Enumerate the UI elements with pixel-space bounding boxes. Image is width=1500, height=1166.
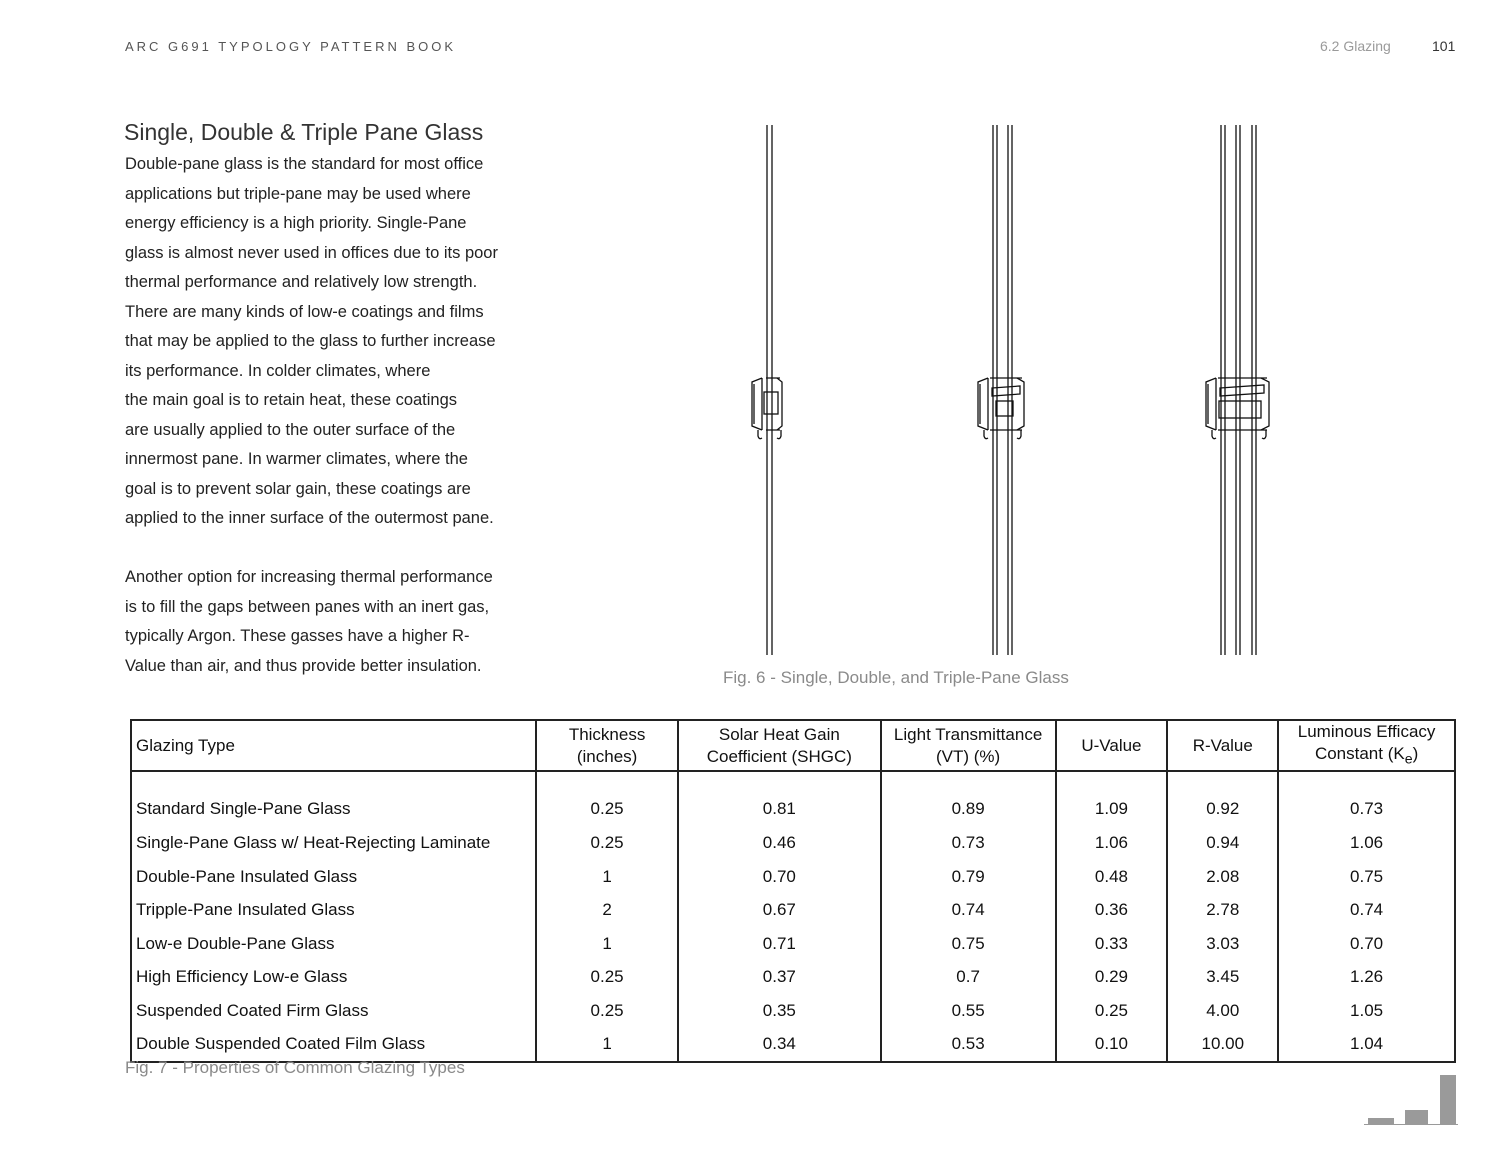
glass-pane-diagram <box>740 120 1300 660</box>
table-cell: 0.92 <box>1167 771 1278 826</box>
table-cell: 0.29 <box>1056 960 1168 994</box>
glazing-type-cell: Low-e Double-Pane Glass <box>131 927 536 961</box>
header-shgc: Solar Heat Gain Coefficient (SHGC) <box>678 720 881 771</box>
table-cell: 0.55 <box>881 994 1056 1028</box>
table-cell: 0.7 <box>881 960 1056 994</box>
table-header-row <box>131 720 1455 771</box>
table-cell: 4.00 <box>1167 994 1278 1028</box>
table-cell: 0.71 <box>678 927 881 961</box>
table-row <box>131 927 1455 961</box>
table-cell: 0.25 <box>536 960 678 994</box>
page-number: 101 <box>1432 38 1456 54</box>
triple-pane-diagram <box>1206 125 1269 655</box>
table-cell: 1.05 <box>1278 994 1455 1028</box>
table-cell: 0.35 <box>678 994 881 1028</box>
table-cell: 0.94 <box>1167 826 1278 860</box>
header-r-value: R-Value <box>1167 720 1278 771</box>
table-cell: 0.70 <box>678 860 881 894</box>
table-cell: 2.78 <box>1167 893 1278 927</box>
section-label: 6.2 Glazing <box>1320 38 1391 54</box>
table-row <box>131 893 1455 927</box>
glazing-type-cell: High Efficiency Low-e Glass <box>131 960 536 994</box>
table-cell: 1 <box>536 1027 678 1062</box>
glazing-type-cell: Tripple-Pane Insulated Glass <box>131 893 536 927</box>
table-cell: 1.09 <box>1056 771 1168 826</box>
header-glazing-type: Glazing Type <box>131 720 536 771</box>
table-cell: 0.46 <box>678 826 881 860</box>
table-cell: 0.48 <box>1056 860 1168 894</box>
table-cell: 0.67 <box>678 893 881 927</box>
table-cell: 0.74 <box>881 893 1056 927</box>
logo-bar-2 <box>1405 1110 1428 1124</box>
header-u-value: U-Value <box>1056 720 1168 771</box>
book-title: ARC G691 TYPOLOGY PATTERN BOOK <box>125 39 457 54</box>
glazing-type-cell: Double-Pane Insulated Glass <box>131 860 536 894</box>
logo-bar-1 <box>1368 1118 1394 1124</box>
table-cell: 0.75 <box>881 927 1056 961</box>
body-paragraph-2: Another option for increasing thermal performance is to fill the gaps between panes with an inert gas, typically Argon. These gasses have a higher R- Value than air, and thus provide better insulation. <box>125 568 493 675</box>
table-row <box>131 994 1455 1028</box>
table-row <box>131 826 1455 860</box>
table-cell: 0.25 <box>536 826 678 860</box>
table-row <box>131 960 1455 994</box>
table-cell: 0.37 <box>678 960 881 994</box>
table-cell: 0.25 <box>1056 994 1168 1028</box>
table-cell: 0.73 <box>881 826 1056 860</box>
bar-chart-logo-icon <box>1362 1072 1458 1128</box>
body-paragraph-1: Double-pane glass is the standard for most office applications but triple-pane may be used where energy efficiency is a high priority. Single-Pane glass is almost never used in offices due to its poor thermal performance and relatively low strength. There are many kinds of low-e coatings and films that may be applied to the glass to further increase its performance. In colder climates, where the main goal is to retain heat, these coatings are usually applied to the outer surface of the innermost pane. In warmer climates, where the goal is to prevent solar gain, these coatings are applied to the inner surface of the outermost pane. <box>125 155 498 527</box>
glazing-type-cell: Standard Single-Pane Glass <box>131 771 536 826</box>
table-cell: 0.36 <box>1056 893 1168 927</box>
table-cell: 10.00 <box>1167 1027 1278 1062</box>
glazing-type-cell: Single-Pane Glass w/ Heat-Rejecting Laminate <box>131 826 536 860</box>
table-cell: 0.89 <box>881 771 1056 826</box>
table-cell: 1.04 <box>1278 1027 1455 1062</box>
figure-6-caption: Fig. 6 - Single, Double, and Triple-Pane Glass <box>723 668 1069 687</box>
table-body <box>131 771 1455 1062</box>
table-cell: 0.25 <box>536 994 678 1028</box>
table-cell: 0.33 <box>1056 927 1168 961</box>
header-vt: Light Transmittance (VT) (%) <box>881 720 1056 771</box>
table-cell: 1 <box>536 927 678 961</box>
single-pane-diagram <box>752 125 782 655</box>
table-row <box>131 860 1455 894</box>
logo-bar-3 <box>1440 1075 1456 1124</box>
table-cell: 0.53 <box>881 1027 1056 1062</box>
glazing-type-cell: Suspended Coated Firm Glass <box>131 994 536 1028</box>
table-cell: 0.73 <box>1278 771 1455 826</box>
article-heading: Single, Double & Triple Pane Glass <box>124 119 484 145</box>
table-cell: 2.08 <box>1167 860 1278 894</box>
glazing-properties-table <box>130 719 1456 1063</box>
header-thickness: Thickness (inches) <box>536 720 678 771</box>
table-cell: 0.75 <box>1278 860 1455 894</box>
table-cell: 0.81 <box>678 771 881 826</box>
table-cell: 0.70 <box>1278 927 1455 961</box>
table-cell: 0.25 <box>536 771 678 826</box>
table-cell: 0.79 <box>881 860 1056 894</box>
figure-7-caption: Fig. 7 - Properties of Common Glazing Types <box>125 1058 465 1077</box>
table-row <box>131 771 1455 826</box>
double-pane-diagram <box>978 125 1024 655</box>
header-luminous-efficacy: Luminous Efficacy Constant $(K_e)$ <box>1278 720 1455 771</box>
table-cell: 3.03 <box>1167 927 1278 961</box>
table-cell: 1.26 <box>1278 960 1455 994</box>
table-cell: 0.34 <box>678 1027 881 1062</box>
table-cell: 1.06 <box>1056 826 1168 860</box>
table-cell: 2 <box>536 893 678 927</box>
glazing-type-cell: Double Suspended Coated Film Glass <box>131 1027 536 1062</box>
table-cell: 0.10 <box>1056 1027 1168 1062</box>
table-row <box>131 1027 1455 1062</box>
table-cell: 0.74 <box>1278 893 1455 927</box>
table-cell: 1.06 <box>1278 826 1455 860</box>
table-cell: 3.45 <box>1167 960 1278 994</box>
table-cell: 1 <box>536 860 678 894</box>
